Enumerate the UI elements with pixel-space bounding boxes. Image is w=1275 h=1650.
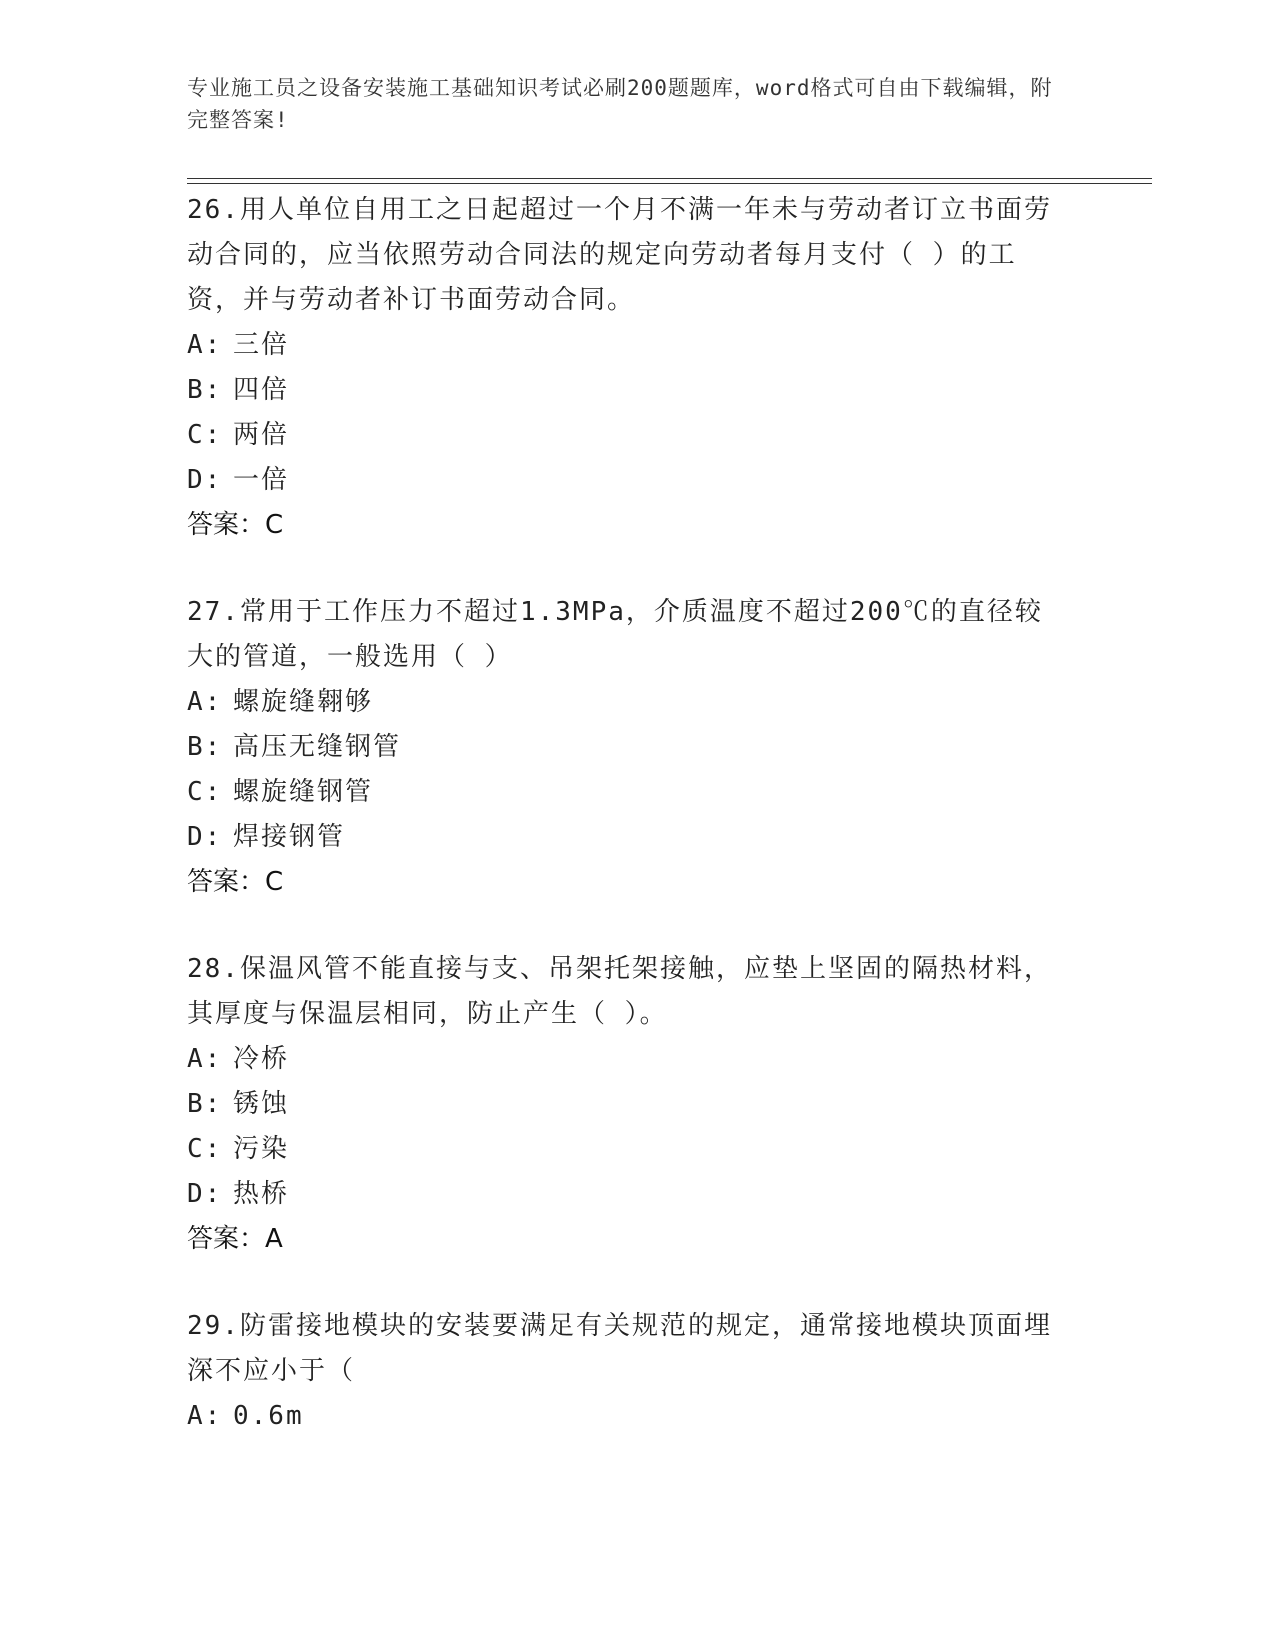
option-letter: C: [187, 777, 223, 807]
option-a [187, 1394, 1087, 1439]
option-letter: A: [187, 1401, 223, 1431]
option-a [187, 323, 1087, 368]
question-list [187, 188, 1087, 1481]
answer-line: 答案：C [187, 867, 284, 897]
option-letter: C: [187, 420, 223, 450]
option-text: 螺旋缝翱够 [233, 687, 374, 717]
option-letter: A: [187, 1044, 223, 1074]
option-text: 热桥 [233, 1179, 290, 1209]
option-d [187, 815, 1087, 860]
question-stem: 28.保温风管不能直接与支、吊架托架接触，应垫上坚固的隔热材料，其厚度与保温层相同，防止产生（ ）。 [187, 954, 1052, 1029]
option-b [187, 725, 1087, 770]
option-letter: B: [187, 732, 223, 762]
question-29 [187, 1304, 1087, 1439]
question-stem: 26.用人单位自用工之日起超过一个月不满一年未与劳动者订立书面劳动合同的，应当依照劳动合同法的规定向劳动者每月支付（ ）的工资，并与劳动者补订书面劳动合同。 [187, 195, 1052, 315]
option-text: 0.6m [233, 1401, 304, 1431]
option-text: 螺旋缝钢管 [233, 777, 374, 807]
question-27 [187, 590, 1087, 905]
header-divider-top [187, 178, 1152, 179]
option-b [187, 1082, 1087, 1127]
option-letter: B: [187, 1089, 223, 1119]
header-divider-bottom [187, 183, 1152, 184]
option-letter: C: [187, 1134, 223, 1164]
option-text: 一倍 [233, 465, 290, 495]
option-text: 冷桥 [233, 1044, 290, 1074]
option-text: 两倍 [233, 420, 290, 450]
option-d [187, 458, 1087, 503]
question-stem: 27.常用于工作压力不超过1.3MPa，介质温度不超过200℃的直径较大的管道，一般选用（ ） [187, 597, 1043, 672]
option-letter: D: [187, 1179, 223, 1209]
option-letter: A: [187, 330, 223, 360]
option-b [187, 368, 1087, 413]
option-letter: D: [187, 465, 223, 495]
option-a [187, 680, 1087, 725]
option-letter: A: [187, 687, 223, 717]
option-text: 锈蚀 [233, 1089, 290, 1119]
answer-line: 答案：A [187, 1224, 283, 1254]
option-text: 焊接钢管 [233, 822, 346, 852]
option-text: 高压无缝钢管 [233, 732, 402, 762]
option-text: 污染 [233, 1134, 290, 1164]
option-c [187, 1127, 1087, 1172]
option-text: 三倍 [233, 330, 290, 360]
option-a [187, 1037, 1087, 1082]
option-c [187, 413, 1087, 458]
option-letter: D: [187, 822, 223, 852]
option-d [187, 1172, 1087, 1217]
option-text: 四倍 [233, 375, 290, 405]
document-header: 专业施工员之设备安装施工基础知识考试必刷200题题库，word格式可自由下载编辑，附完整答案! [187, 76, 1053, 132]
question-26 [187, 188, 1087, 548]
option-letter: B: [187, 375, 223, 405]
question-28 [187, 947, 1087, 1262]
question-stem: 29.防雷接地模块的安装要满足有关规范的规定，通常接地模块顶面埋深不应小于（ [187, 1311, 1052, 1386]
answer-line: 答案：C [187, 510, 284, 540]
option-c [187, 770, 1087, 815]
